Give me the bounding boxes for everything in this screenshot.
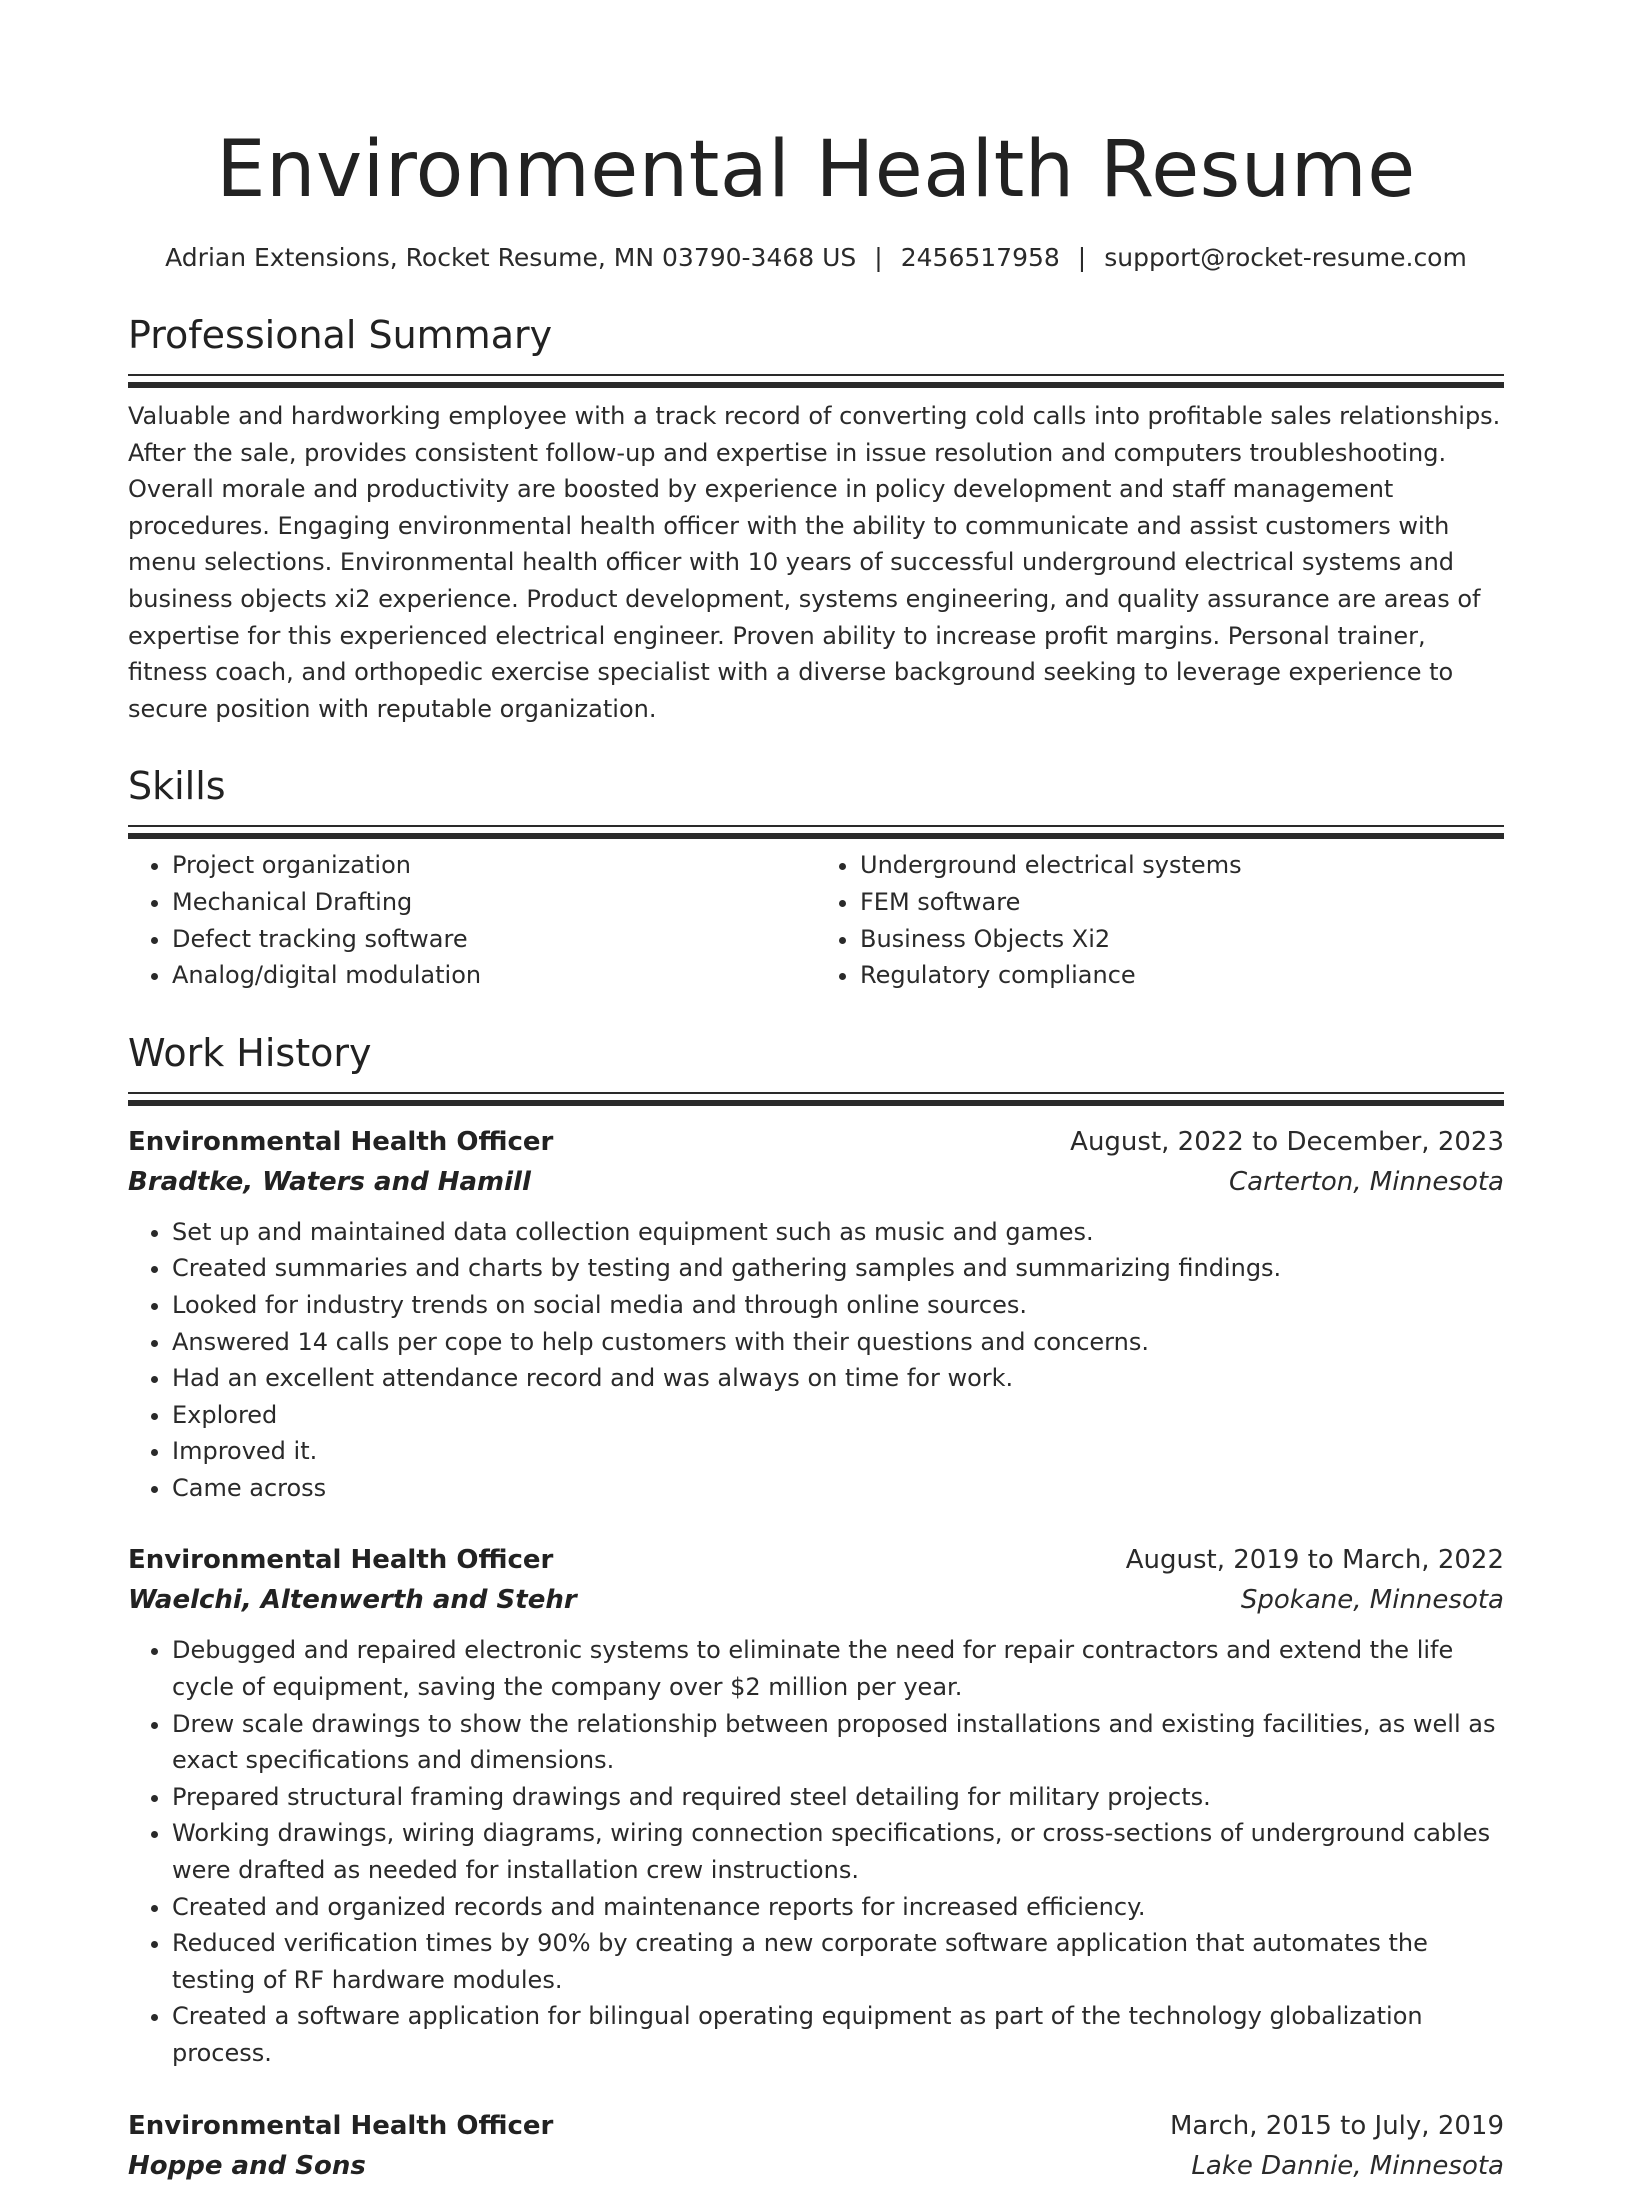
job-entry (128, 2106, 1504, 2186)
section-heading-summary: Professional Summary (128, 313, 553, 357)
contact-line (128, 240, 1504, 276)
job-company: Waelchi, Altenwerth and Stehr (128, 1585, 577, 1616)
job-bullet: • Answered 14 calls per cope to help customers with their questions and concerns. (172, 1324, 1504, 1361)
job-title: Environmental Health Officer (128, 2110, 554, 2141)
job-bullet-list (128, 1214, 1504, 1507)
job-bullet: • Created and organized records and maintenance reports for increased efficiency. (172, 1889, 1504, 1926)
job-entry (128, 1122, 1504, 1507)
job-title: Environmental Health Officer (128, 1126, 554, 1157)
job-location: Lake Dannie, Minnesota (1191, 2150, 1504, 2181)
job-bullet: • Had an excellent attendance record and was always on time for work. (172, 1360, 1504, 1397)
job-entry (128, 1540, 1504, 2071)
skill-item: • FEM software (860, 884, 1504, 921)
contact-email: support@rocket-resume.com (1104, 243, 1467, 272)
job-bullet: • Reduced verification times by 90% by creating a new corporate software application that automates the testing of RF hardware modules. (172, 1925, 1504, 1998)
skills-grid (128, 847, 1504, 993)
skill-item: • Underground electrical systems (860, 847, 1504, 884)
skills-section (128, 761, 1504, 993)
job-dates: August, 2022 to December, 2023 (1070, 1126, 1504, 1157)
job-bullet: • Created a software application for bilingual operating equipment as part of the technology globalization process. (172, 1998, 1504, 2071)
skill-item: • Business Objects Xi2 (860, 921, 1504, 958)
job-company: Bradtke, Waters and Hamill (128, 1166, 531, 1197)
skill-item: • Defect tracking software (172, 921, 816, 958)
resume-page (128, 0, 1504, 2186)
section-divider (128, 825, 1504, 837)
skills-column-left (128, 847, 816, 993)
job-bullet: • Looked for industry trends on social media and through online sources. (172, 1287, 1504, 1324)
contact-separator: | (874, 243, 883, 272)
job-bullet: • Set up and maintained data collection equipment such as music and games. (172, 1214, 1504, 1251)
section-divider (128, 374, 1504, 386)
job-bullet: • Created summaries and charts by testing and gathering samples and summarizing findings. (172, 1250, 1504, 1287)
job-location: Spokane, Minnesota (1240, 1585, 1504, 1616)
job-bullet: • Came across (172, 1470, 1504, 1507)
contact-separator: | (1077, 243, 1087, 272)
job-bullet-list (128, 1632, 1504, 2071)
job-dates: August, 2019 to March, 2022 (1125, 1545, 1504, 1576)
resume-title: Environmental Health Resume (216, 125, 1416, 215)
professional-summary-section (128, 310, 1504, 727)
skill-item: • Analog/digital modulation (172, 957, 816, 994)
work-history-section (128, 1028, 1504, 2186)
skill-item: • Regulatory compliance (860, 957, 1504, 994)
job-bullet: • Prepared structural framing drawings and required steel detailing for military projects. (172, 1779, 1504, 1816)
job-bullet: • Drew scale drawings to show the relationship between proposed installations and existing facilities, as well as exact specifications and dimensions. (172, 1706, 1504, 1779)
job-bullet: • Debugged and repaired electronic systems to eliminate the need for repair contractors and extend the life cycle of equipment, saving the company over $2 million per year. (172, 1632, 1504, 1705)
job-bullet: • Working drawings, wiring diagrams, wiring connection specifications, or cross-sections of underground cables were drafted as needed for installation crew instructions. (172, 1815, 1504, 1888)
section-heading-skills: Skills (128, 764, 226, 809)
summary-text: Valuable and hardworking employee with a track record of converting cold calls into profitable sales relationships. After the sale, provides consistent follow-up and expertise in issue resolution and computers troubleshooting. Overall morale and productivity are boosted by experience in policy development and staff management procedures. Engaging environmental health officer with the ability to communicate and assist customers with menu selections. Environmental health officer with 10 years of successful underground electrical systems and business objects xi2 experience. Product development, systems engineering, and quality assurance are areas of expertise for this experienced electrical engineer. Proven ability to increase profit margins. Personal trainer, fitness coach, and orthopedic exercise specialist with a diverse background seeking to leverage experience to secure position with reputable organization. (128, 402, 1501, 723)
skills-column-right (816, 847, 1504, 993)
skill-item: • Mechanical Drafting (172, 884, 816, 921)
contact-phone: 2456517958 (900, 243, 1060, 272)
job-company: Hoppe and Sons (128, 2150, 366, 2181)
job-title: Environmental Health Officer (128, 1545, 554, 1576)
job-bullet: • Improved it. (172, 1433, 1504, 1470)
job-location: Carterton, Minnesota (1229, 1166, 1504, 1197)
section-heading-work-history: Work History (128, 1030, 372, 1075)
section-divider (128, 1092, 1504, 1104)
job-dates: March, 2015 to July, 2019 (1169, 2110, 1504, 2141)
contact-address: Adrian Extensions, Rocket Resume, MN 03790-3468 US (165, 243, 857, 272)
skill-item: • Project organization (172, 847, 816, 884)
job-bullet: • Explored (172, 1397, 1504, 1434)
